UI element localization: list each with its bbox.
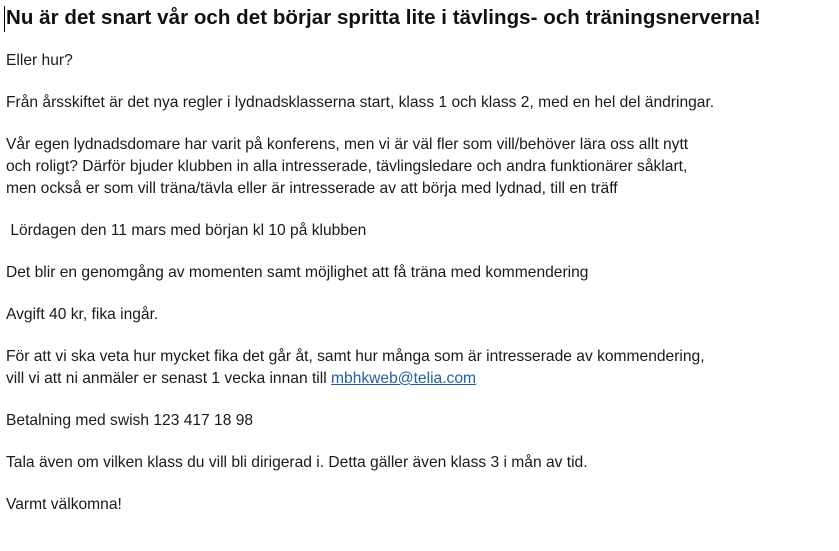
- document-body[interactable]: [6, 0, 836, 516]
- paragraph-fee: Avgift 40 kr, fika ingår.: [6, 306, 159, 323]
- paragraph-eller-hur: Eller hur?: [6, 52, 73, 69]
- registration-line-2: [6, 368, 836, 390]
- paragraph-registration: [6, 346, 836, 390]
- email-link[interactable]: mbhkweb@telia.com: [331, 370, 476, 387]
- invitation-line-3: men också er som vill träna/tävla eller är intresserade av att börja med lydnad, till en träff: [6, 180, 618, 197]
- invitation-line-1: Vår egen lydnadsdomare har varit på konferens, men vi är väl fler som vill/behöver lära oss allt nytt: [6, 136, 689, 153]
- invitation-line-2: och roligt? Därför bjuder klubben in alla intresserade, tävlingsledare och andra funktionärer såklart,: [6, 158, 688, 175]
- paragraph-invitation: [6, 134, 836, 200]
- text-cursor: [4, 6, 5, 32]
- paragraph-payment: Betalning med swish 123 417 18 98: [6, 412, 254, 429]
- document-title: Nu är det snart vår och det börjar spritta lite i tävlings- och träningsnerverna!: [6, 6, 761, 29]
- registration-line-2-text: vill vi att ni anmäler er senast 1 vecka innan till: [6, 370, 332, 387]
- paragraph-class: Tala även om vilken klass du vill bli dirigerad i. Detta gäller även klass 3 i mån av tid.: [6, 454, 588, 471]
- paragraph-new-rules: Från årsskiftet är det nya regler i lydnadsklasserna start, klass 1 och klass 2, med en hel del ändringar.: [6, 94, 715, 111]
- paragraph-date: Lördagen den 11 mars med början kl 10 på klubben: [6, 222, 367, 239]
- paragraph-welcome: Varmt välkomna!: [6, 496, 122, 513]
- registration-line-1: För att vi ska veta hur mycket fika det går åt, samt hur många som är intresserade av kommendering,: [6, 348, 705, 365]
- paragraph-walkthrough: Det blir en genomgång av momenten samt möjlighet att få träna med kommendering: [6, 264, 589, 281]
